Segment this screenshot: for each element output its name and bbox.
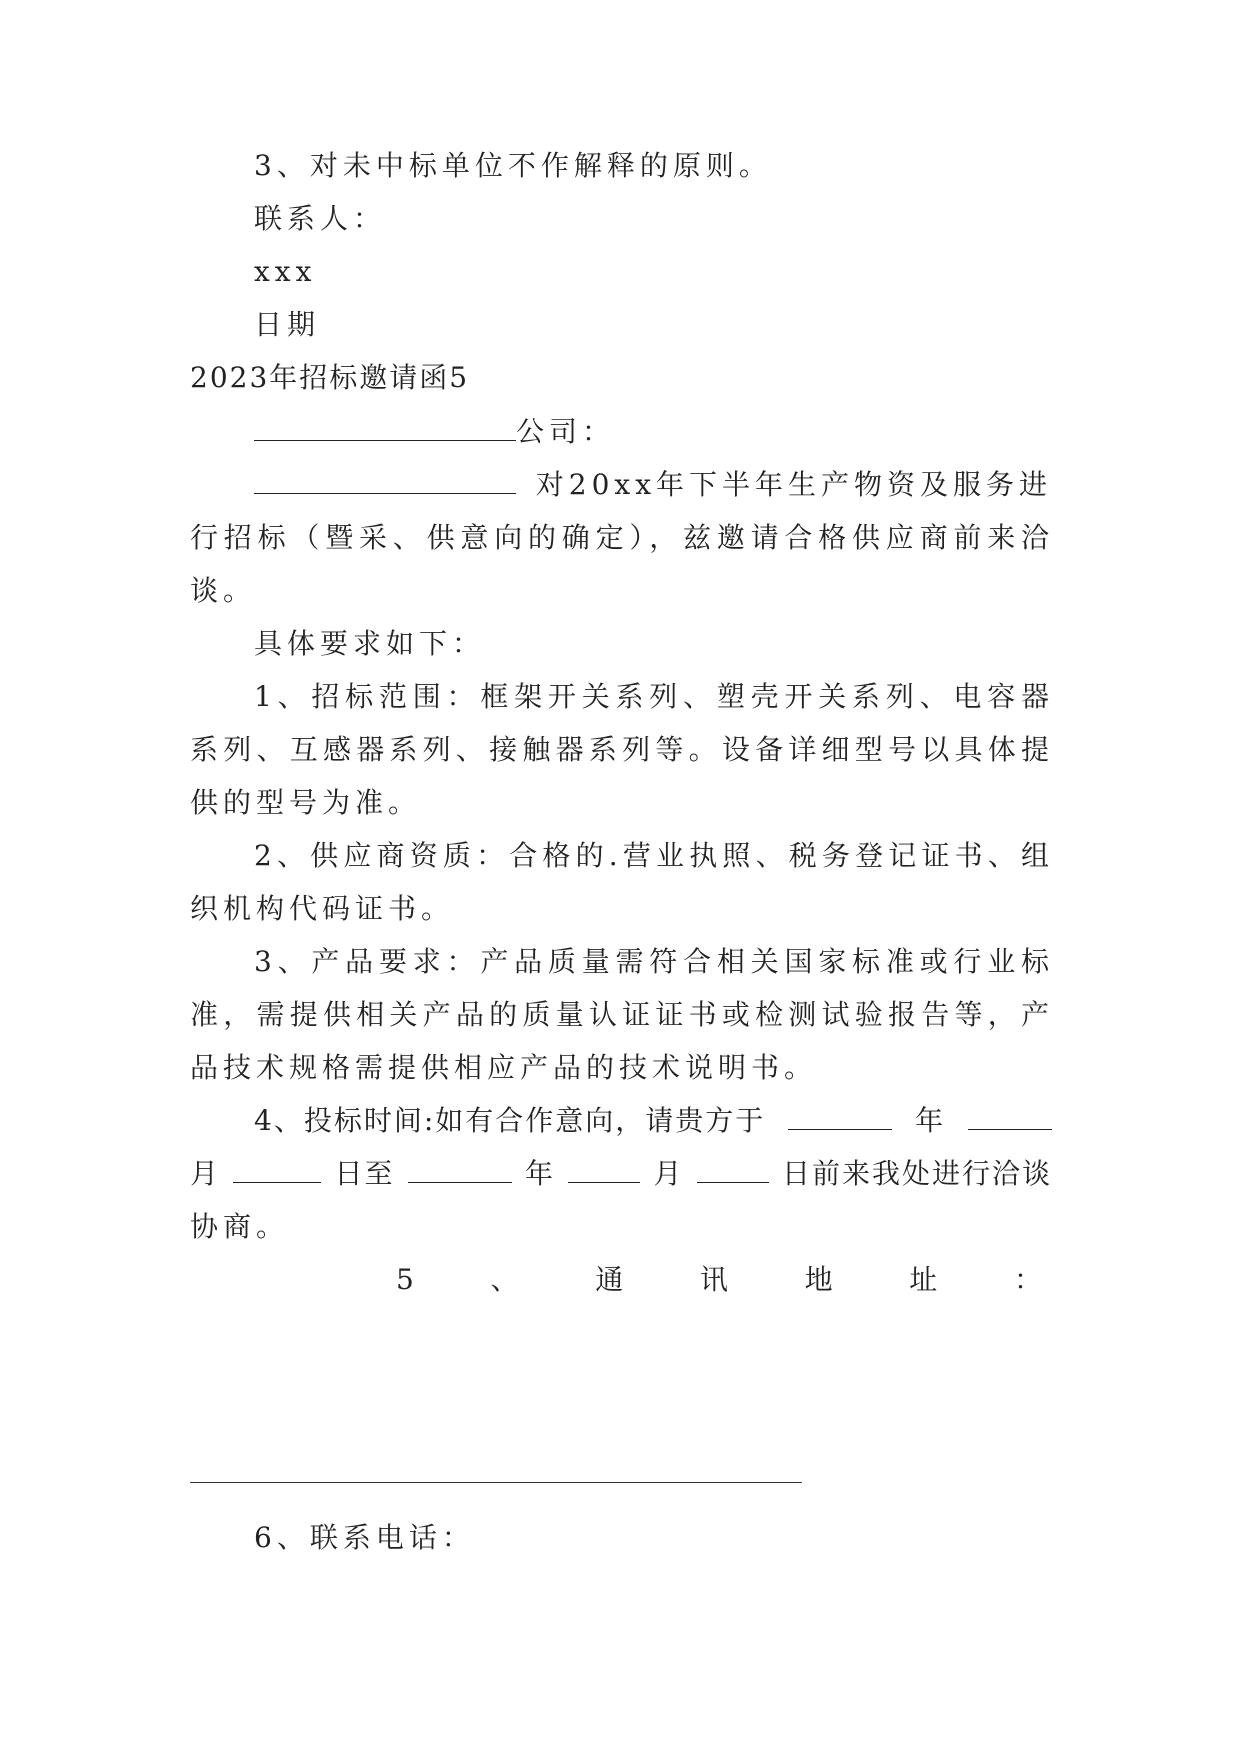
item5-char: 、 xyxy=(490,1263,519,1296)
item5-char: 通 xyxy=(595,1263,624,1296)
intro-line-2: 行招标（暨采、供意向的确定），兹邀请合格供应商前来洽 xyxy=(190,521,1052,554)
item2-line-2: 织机构代码证书。 xyxy=(190,892,455,925)
item3-line-3: 品技术规格需提供相应产品的技术说明书。 xyxy=(190,1051,818,1084)
contact-name: xxx xyxy=(254,255,317,288)
item3-line-1: 3、产品要求：产品质量需符合相关国家标准或行业标 xyxy=(254,945,1052,978)
intro-line-1 xyxy=(254,465,1052,505)
item6-phone: 6、联系电话： xyxy=(254,1521,475,1554)
intro-line-3: 谈。 xyxy=(190,574,257,607)
start-year-unit: 年 xyxy=(915,1104,946,1137)
item5-char: 讯 xyxy=(699,1263,728,1296)
company-name-blank xyxy=(254,412,516,441)
item4-line-3: 协商。 xyxy=(190,1210,290,1243)
item4-prefix: 4、投标时间:如有合作意向，请贵方于 xyxy=(254,1104,766,1137)
previous-item-3: 3、对未中标单位不作解释的原则。 xyxy=(254,149,772,182)
end-month-blank xyxy=(568,1154,640,1183)
start-day-blank xyxy=(233,1154,321,1183)
day-to-text: 日至 xyxy=(334,1157,395,1190)
item4-line-1 xyxy=(254,1101,1052,1141)
end-year-blank xyxy=(408,1154,512,1183)
inviter-name-blank xyxy=(254,465,516,494)
item2-line-1: 2、供应商资质：合格的.营业执照、税务登记证书、组 xyxy=(254,839,1052,872)
end-day-blank xyxy=(697,1154,769,1183)
letter-title: 2023年招标邀请函5 xyxy=(190,361,470,394)
item3-line-2: 准，需提供相关产品的质量认证证书或检测试验报告等，产 xyxy=(190,998,1052,1031)
company-line xyxy=(254,412,1052,452)
end-month-unit: 月 xyxy=(653,1157,684,1190)
item1-line-2: 系列、互感器系列、接触器系列等。设备详细型号以具体提 xyxy=(190,733,1052,766)
item4-line-2 xyxy=(190,1154,1052,1194)
company-suffix: 公司： xyxy=(516,415,616,448)
intro-line-1-text: 对20xx年下半年生产物资及服务进 xyxy=(535,468,1052,501)
end-year-unit: 年 xyxy=(524,1157,555,1190)
item1-line-1: 1、招标范围：框架开关系列、塑壳开关系列、电容器 xyxy=(254,680,1052,713)
start-month-blank xyxy=(968,1101,1052,1130)
start-month-unit: 月 xyxy=(190,1157,221,1190)
item1-line-3: 供的型号为准。 xyxy=(190,786,422,819)
item4-line-2-end: 日前来我处进行洽谈 xyxy=(781,1157,1052,1190)
item5-address-line xyxy=(396,1260,1042,1300)
requirements-heading: 具体要求如下： xyxy=(254,627,486,660)
start-year-blank xyxy=(788,1101,892,1130)
contact-label: 联系人： xyxy=(254,202,387,235)
item5-char: 5 xyxy=(396,1263,414,1296)
item5-char: 址 xyxy=(909,1263,938,1296)
item5-char: ： xyxy=(1013,1263,1042,1296)
address-blank-line xyxy=(190,1482,802,1483)
item5-char: 地 xyxy=(804,1263,833,1296)
date-label: 日期 xyxy=(254,308,321,341)
